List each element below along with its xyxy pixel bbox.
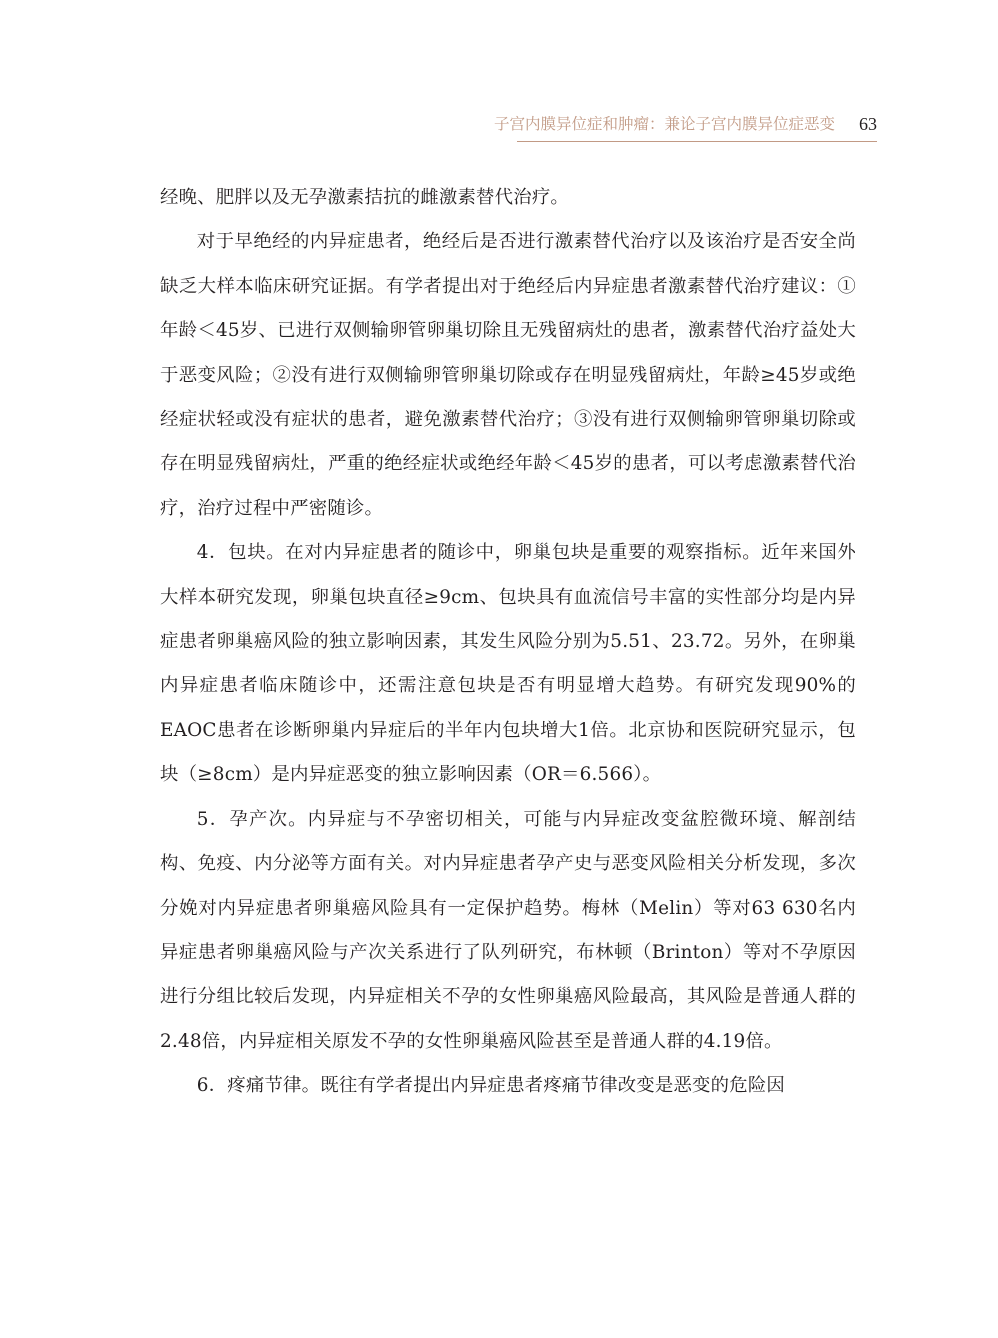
paragraph-mass: 4．包块。在对内异症患者的随诊中，卵巢包块是重要的观察指标。近年来国外大样本研究发现，卵巢包块直径≥9cm、包块具有血流信号丰富的实性部分均是内异症患者卵巢癌风险的独立影响因素，其发生风险分别为5.51、23.72。另外，在卵巢内异症患者临床随诊中，还需注意包块是否有明显增大趋势。有研究发现90%的EAOC患者在诊断卵巢内异症后的半年内包块增大1倍。北京协和医院研究显示，包块（≥8cm）是内异症恶变的独立影响因素（OR＝6.566）。 (160, 542, 856, 786)
page-number: 63 (859, 114, 877, 134)
running-header (493, 112, 877, 142)
body-text (160, 176, 856, 1109)
paragraph-hrt: 对于早绝经的内异症患者，绝经后是否进行激素替代治疗以及该治疗是否安全尚缺乏大样本临床研究证据。有学者提出对于绝经后内异症患者激素替代治疗建议：①年龄＜45岁、已进行双侧输卵管卵巢切除且无残留病灶的患者，激素替代治疗益处大于恶变风险；②没有进行双侧输卵管卵巢切除或存在明显残留病灶，年龄≥45岁或绝经症状轻或没有症状的患者，避免激素替代治疗；③没有进行双侧输卵管卵巢切除或存在明显残留病灶，严重的绝经症状或绝经年龄＜45岁的患者，可以考虑激素替代治疗，治疗过程中严密随诊。 (160, 231, 856, 519)
paragraph-continuation: 经晚、肥胖以及无孕激素拮抗的雌激素替代治疗。 (160, 187, 569, 208)
header-rule (517, 141, 877, 142)
running-title: 子宫内膜异位症和肿瘤：兼论子宫内膜异位症恶变 (493, 115, 835, 133)
paragraph-parity: 5．孕产次。内异症与不孕密切相关，可能与内异症改变盆腔微环境、解剖结构、免疫、内分泌等方面有关。对内异症患者孕产史与恶变风险相关分析发现，多次分娩对内异症患者卵巢癌风险具有一定保护趋势。梅林（Melin）等对63 630名内异症患者卵巢癌风险与产次关系进行了队列研究，布林顿（Brinton）等对不孕原因进行分组比较后发现，内异症相关不孕的女性卵巢癌风险最高，其风险是普通人群的2.48倍，内异症相关原发不孕的女性卵巢癌风险甚至是普通人群的4.19倍。 (160, 808, 856, 1052)
paragraph-pain: 6．疼痛节律。既往有学者提出内异症患者疼痛节律改变是恶变的危险因 (196, 1075, 786, 1097)
